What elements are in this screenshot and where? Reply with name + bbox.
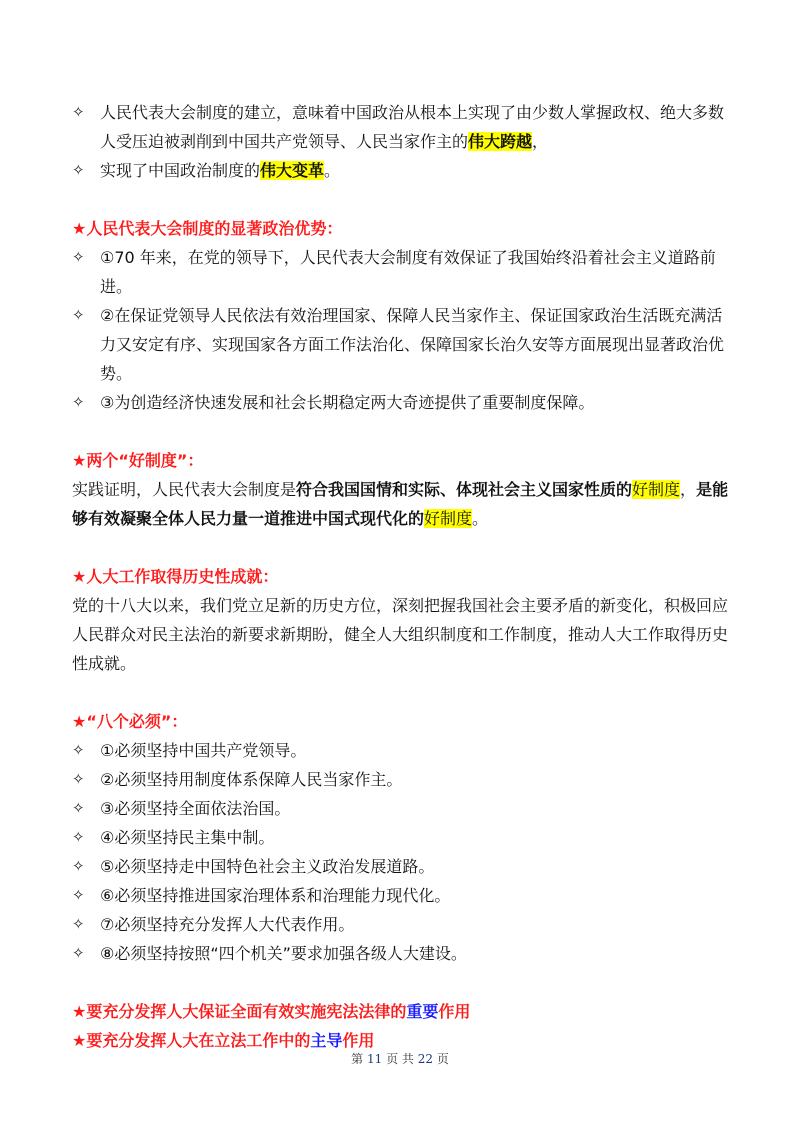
diamond-bullet-icon: ✧ [72,161,85,179]
diamond-bullet-icon: ✧ [72,886,85,904]
diamond-bullet-icon: ✧ [72,857,85,875]
list-item: ✧ ④必须坚持民主集中制。 [72,823,732,852]
list-item: ✧ ③必须坚持全面依法治国。 [72,794,732,823]
diamond-bullet-icon: ✧ [72,944,85,962]
diamond-bullet-icon: ✧ [72,741,85,759]
list-item: ✧ ③为创造经济快速发展和社会长期稳定两大奇迹提供了重要制度保障。 [72,388,732,417]
highlight-text: 好制度 [424,509,473,528]
list-item: ✧ ②必须坚持用制度体系保障人民当家作主。 [72,765,732,794]
section-heading-achievements: ★人大工作取得历史性成就： [72,567,279,586]
page-total: 22 [417,1052,434,1066]
list-item: ✧ ⑤必须坚持走中国特色社会主义政治发展道路。 [72,852,732,881]
good-system-paragraph: 实践证明，人民代表大会制度是符合我国国情和实际、体现社会主义国家性质的好制度，是能够有效凝聚全体人民力量一道推进中国式现代化的好制度。 [72,480,729,528]
diamond-bullet-icon: ✧ [72,828,85,846]
eight-musts-list [72,736,732,968]
achievements-paragraph: 党的十八大以来，我们党立足新的历史方位，深刻把握我国社会主要矛盾的新变化，积极回应人民群众对民主法治的新要求新期盼，健全人大组织制度和工作制度，推动人大工作取得历史性成就。 [72,596,729,673]
page-number: 11 [366,1052,383,1066]
diamond-bullet-icon: ✧ [72,770,85,788]
diamond-bullet-icon: ✧ [72,393,85,411]
section-heading-good-system: ★两个“好制度”： [72,451,204,470]
page-footer: 第 11 页 共 22 页 [351,1052,449,1066]
list-item: ✧ 人民代表大会制度的建立，意味着中国政治从根本上实现了由少数人掌握政权、绝大多数人受压迫被剥削到中国共产党领导、人民当家作主的伟大跨越， [72,98,732,156]
section-heading-advantages: ★人民代表大会制度的显著政治优势： [72,219,343,238]
closing-line-2: ★要充分发挥人大在立法工作中的主导作用 [72,1031,375,1050]
diamond-bullet-icon: ✧ [72,103,85,121]
diamond-bullet-icon: ✧ [72,915,85,933]
closing-line-1: ★要充分发挥人大保证全面有效实施宪法法律的重要作用 [72,1002,471,1021]
list-item: ✧ ⑧必须坚持按照“四个机关”要求加强各级人大建设。 [72,939,732,968]
list-item: ✧ ⑥必须坚持推进国家治理体系和治理能力现代化。 [72,881,732,910]
list-item: ✧ ②在保证党领导人民依法有效治理国家、保障人民当家作主、保证国家政治生活既充满活力又安定有序、实现国家各方面工作法治化、保障国家长治久安等方面展现出显著政治优势。 [72,301,732,388]
diamond-bullet-icon: ✧ [72,306,85,324]
diamond-bullet-icon: ✧ [72,799,85,817]
highlight-text: 伟大跨越 [468,132,533,151]
highlight-text: 伟大变革 [260,161,325,180]
diamond-bullet-icon: ✧ [72,248,85,266]
list-item: ✧ ①70 年来，在党的领导下，人民代表大会制度有效保证了我国始终沿着社会主义道路前进。 [72,243,732,301]
highlight-text: 好制度 [632,480,681,499]
list-item: ✧ ①必须坚持中国共产党领导。 [72,736,732,765]
document-page [72,98,732,1055]
list-item: ✧ 实现了中国政治制度的伟大变革。 [72,156,732,185]
advantages-list [72,243,732,417]
section-heading-eight-musts: ★“八个必须”： [72,712,188,731]
list-item: ✧ ⑦必须坚持充分发挥人大代表作用。 [72,910,732,939]
intro-list [72,98,732,185]
